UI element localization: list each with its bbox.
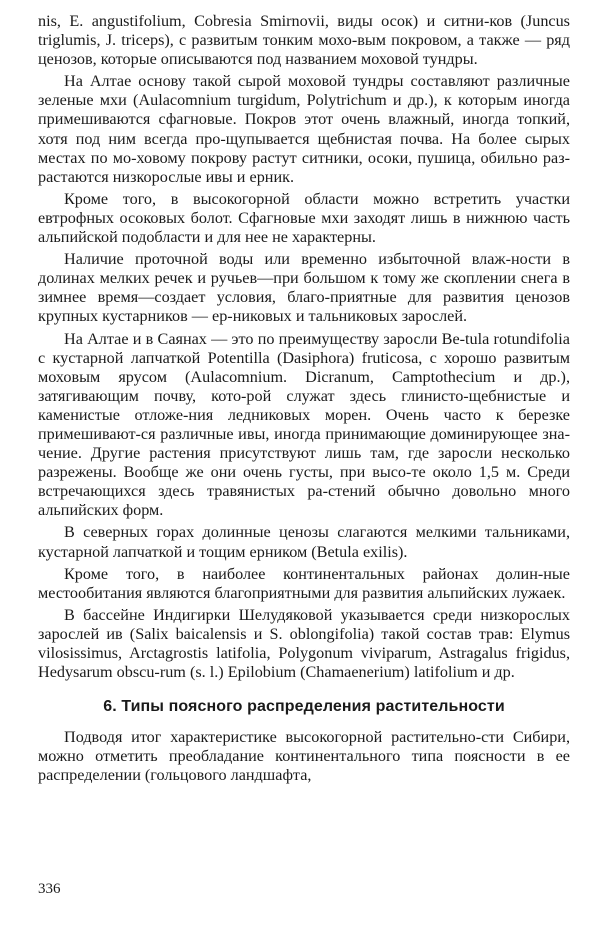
page-number: 336 — [38, 881, 61, 897]
document-page — [38, 12, 570, 785]
paragraph-4: Наличие проточной воды или временно избыточной влаж-ности в долинах мелких речек и ручьев—при большом к тому же скоплении снега в зимнее время—создает условия, благо-приятные для развития ценозов крупных кустарников — ер-никовых и тальниковых зарослей. — [38, 250, 570, 326]
paragraph-5: На Алтае и в Саянах — это по преимуществу заросли Be-tula rotundifolia с кустарной лапчаткой Potentilla (Dasiphora) fruticosa, с хорошо развитым моховым ярусом (Aulacomnium. Dicranum, Camptothecium и др.), затягивающим почву, кото-рой служат здесь глинисто-щебнистые и каменистые отложе-ния ледниковых морен. Очень часто к березке примешивают-ся различные ивы, иногда принимающие доминирующее зна-чение. Другие растения присутствуют лишь там, где заросли несколько разрежены. Вообще же они очень густы, при высо-те около 1,5 м. Среди встречающихся здесь травянистых ра-стений обычно довольно много альпийских форм. — [38, 329, 570, 520]
paragraph-3: Кроме того, в высокогорной области можно встретить участки евтрофных осоковых болот. Сфагновые мхи заходят лишь в нижнюю часть альпийской подобласти и для нее не характерны. — [38, 189, 570, 247]
paragraph-1: nis, E. angustifolium, Cobresia Smirnovii, виды осок) и ситни-ков (Juncus triglumis, J. triceps), с развитым тонким мохо-вым покровом, а также — ряд ценозов, которые описываются под названием моховой тундры. — [38, 12, 570, 69]
paragraph-7: Кроме того, в наиболее континентальных районах долин-ные местообитания являются благоприятными для развития альпийских лужаек. — [38, 564, 570, 602]
paragraph-8: В бассейне Индигирки Шелудяковой указывается среди низкорослых зарослей ив (Salix baicalensis и S. oblongifolia) такой состав трав: Elymus vilosissimus, Arctagrostis latifolia, Polygonum viviparum, Astragalus frigidus, Hedysarum obscu-rum (s. l.) Epilobium (Chamaenerium) latifolium и др. — [38, 605, 570, 682]
paragraph-6: В северных горах долинные ценозы слагаются мелкими тальниками, кустарной лапчаткой и тощим ерником (Betula exilis). — [38, 523, 570, 561]
section-heading: 6. Типы поясного распределения растительности — [103, 698, 505, 716]
paragraph-9: Подводя итог характеристике высокогорной растительно-сти Сибири, можно отметить преобладание континентального типа поясности в ее распределении (гольцового ландшафта, — [38, 728, 570, 785]
body-text-before — [38, 12, 570, 682]
body-text-after — [38, 728, 570, 785]
paragraph-2: На Алтае основу такой сырой моховой тундры составляют различные зеленые мхи (Aulacomnium turgidum, Polytrichum и др.), к которым иногда примешиваются сфагновые. Покров этот очень влажный, иногда топкий, хотя под ним всегда про-щупывается щебнистая почва. На более сырых местах по мо-ховому покрову растут ситники, осоки, пушица, обильно раз-растаются низкорослые ивы и ерник. — [38, 72, 570, 186]
